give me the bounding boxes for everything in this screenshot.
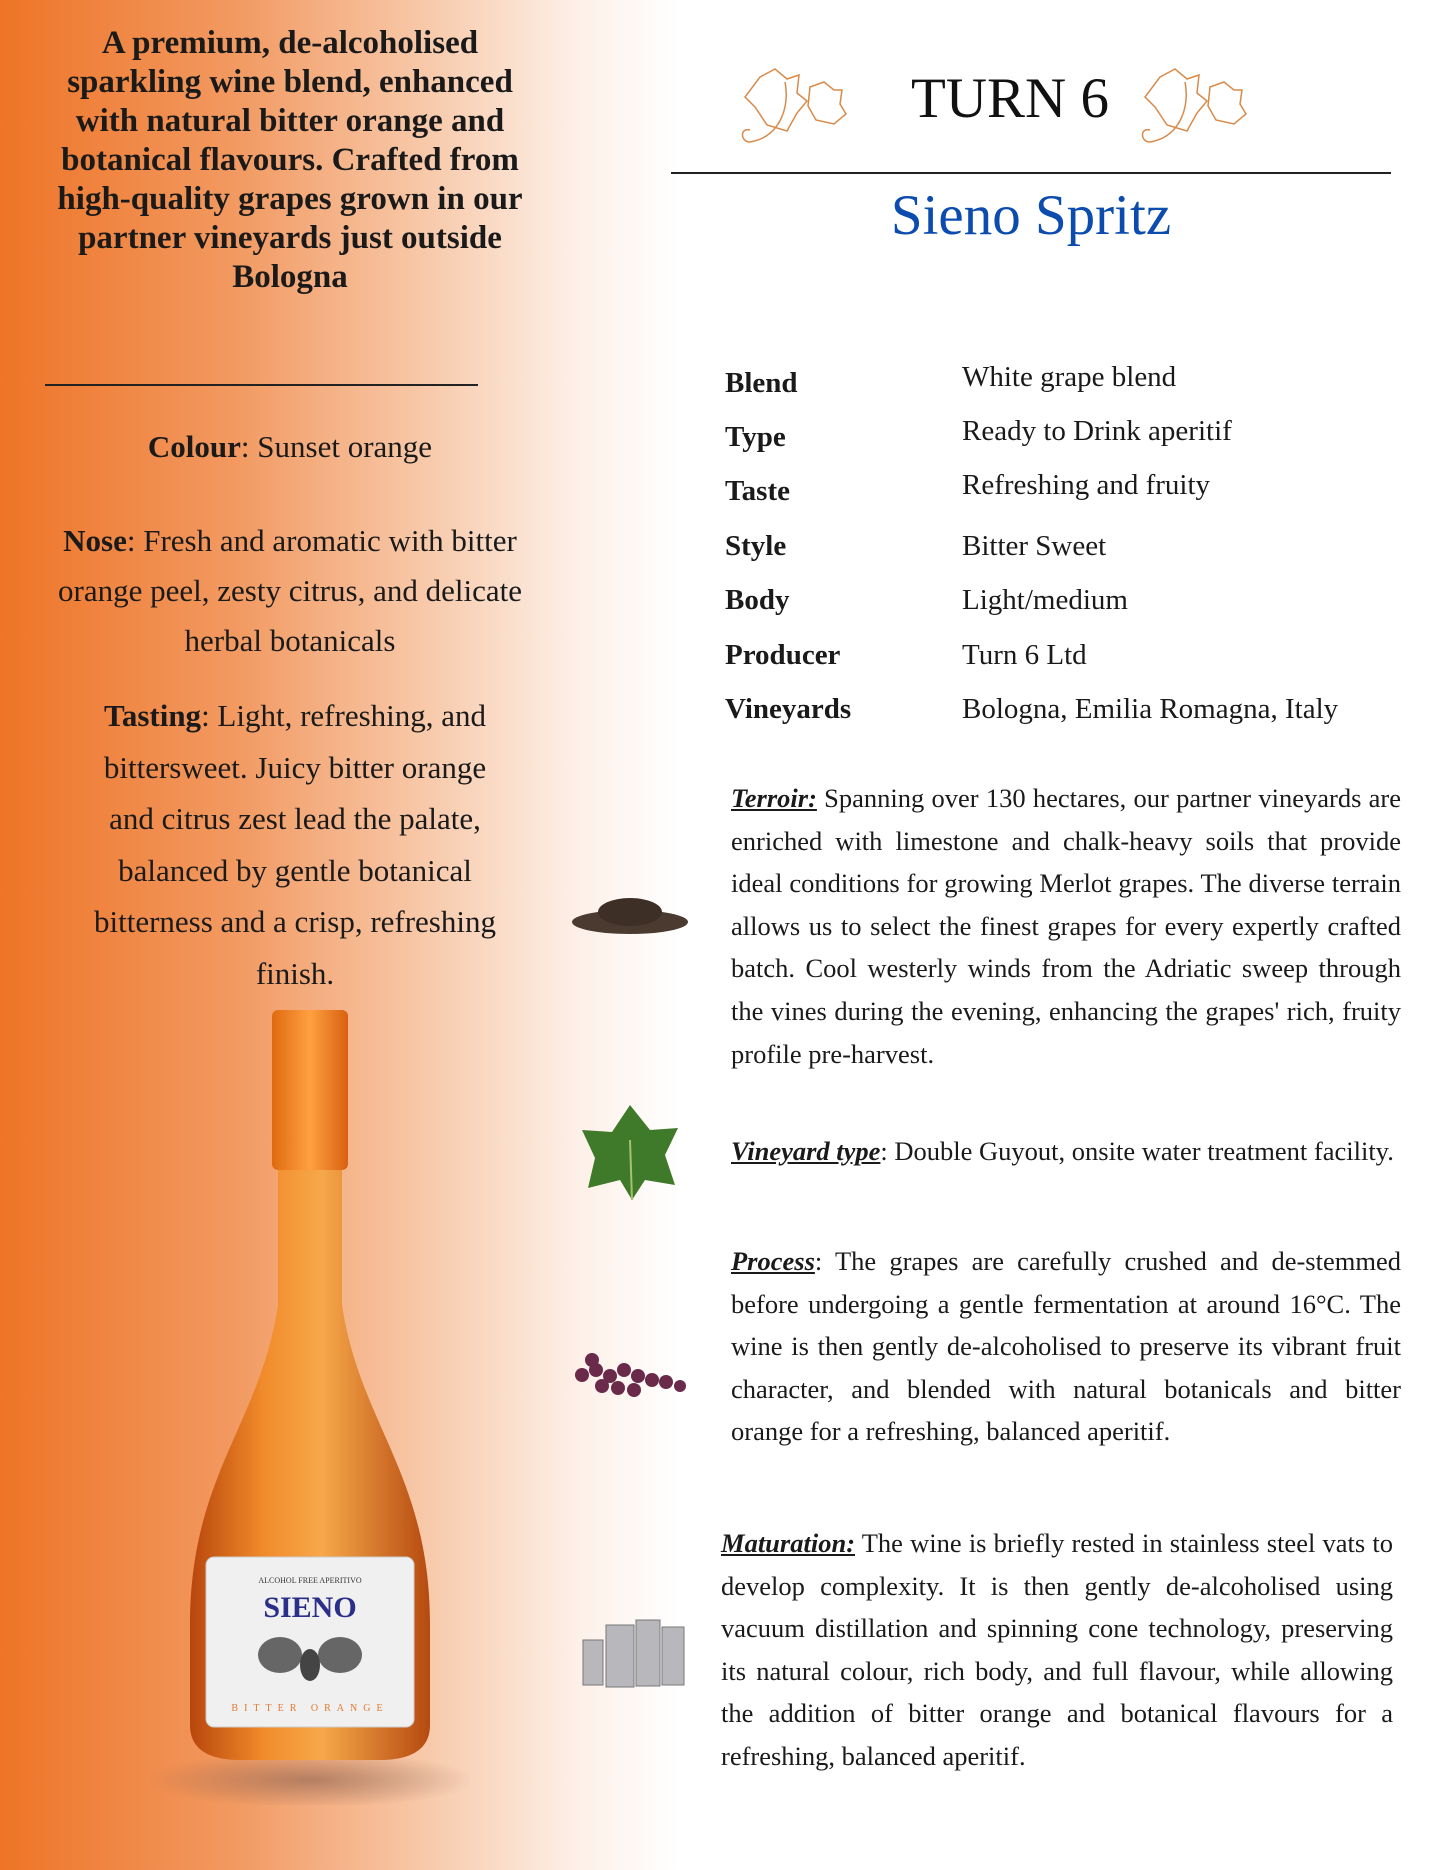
steel-tanks-icon (578, 1615, 688, 1695)
maturation-section: Maturation: The wine is briefly rested in stainless steel vats to develop complexity. It is then gently de-alcoholised using vacuum distillation and spinning cone technology, preserving its natural colour, rich body, and full flavour, while allowing the addition of bitter orange and botanical flavours for a refreshing, balanced aperitif. (721, 1528, 1393, 1771)
nose-note: Nose: Fresh and aromatic with bitter orange peel, zesty citrus, and delicate herbal botanicals (58, 523, 522, 658)
grapes-icon (562, 1340, 702, 1405)
vine-leaf-icon (735, 62, 875, 162)
process-section: Process: The grapes are carefully crushed and de-stemmed before undergoing a gentle fermentation at around 16°C. The wine is then gently de-alcoholised to preserve its vibrant fruit character, and blended with natural botanicals and bitter orange for a refreshing, balanced aperitif. (731, 1246, 1401, 1447)
product-title: Sieno Spritz (890, 184, 1172, 247)
header-divider (671, 172, 1391, 174)
bottle-label-brand: SIENO (263, 1591, 357, 1624)
vine-leaf-green-icon (580, 1100, 685, 1205)
terroir-section: Terroir: Spanning over 130 hectares, our partner vineyards are enriched with limestone and chalk-heavy soils that provide ideal conditions for growing Merlot grapes. The diverse terrain allows us to select the finest grapes for every expertly crafted batch. Cool westerly winds from the Adriatic sweep through the vines during the evening, enhancing the grapes' rich, fruity profile pre-harvest. (731, 783, 1401, 1069)
intro-text: A premium, de-alcoholised sparkling wine blend, enhanced with natural bitter orange and botanical flavours. Crafted from high-quality grapes grown in our partner vineyards just outside Bologna (57, 25, 523, 295)
tasting-note: Tasting: Light, refreshing, and bittersweet. Juicy bitter orange and citrus zest lead the palate, balanced by gentle botanical bitterness and a crisp, refreshing finish. (93, 698, 496, 991)
colour-note: Colour: Sunset orange (147, 429, 433, 464)
divider (45, 384, 478, 386)
bottle-label-top: ALCOHOL FREE APERITIVO (258, 1576, 362, 1585)
soil-icon (565, 890, 695, 940)
bottle-label-bottom: BITTER ORANGE (231, 1703, 389, 1714)
brand-title: TURN 6 (911, 67, 1109, 130)
vineyard-type-section: Vineyard type: Double Guyout, onsite water treatment facility. (731, 1136, 1394, 1166)
bottle-image (150, 1005, 470, 1805)
